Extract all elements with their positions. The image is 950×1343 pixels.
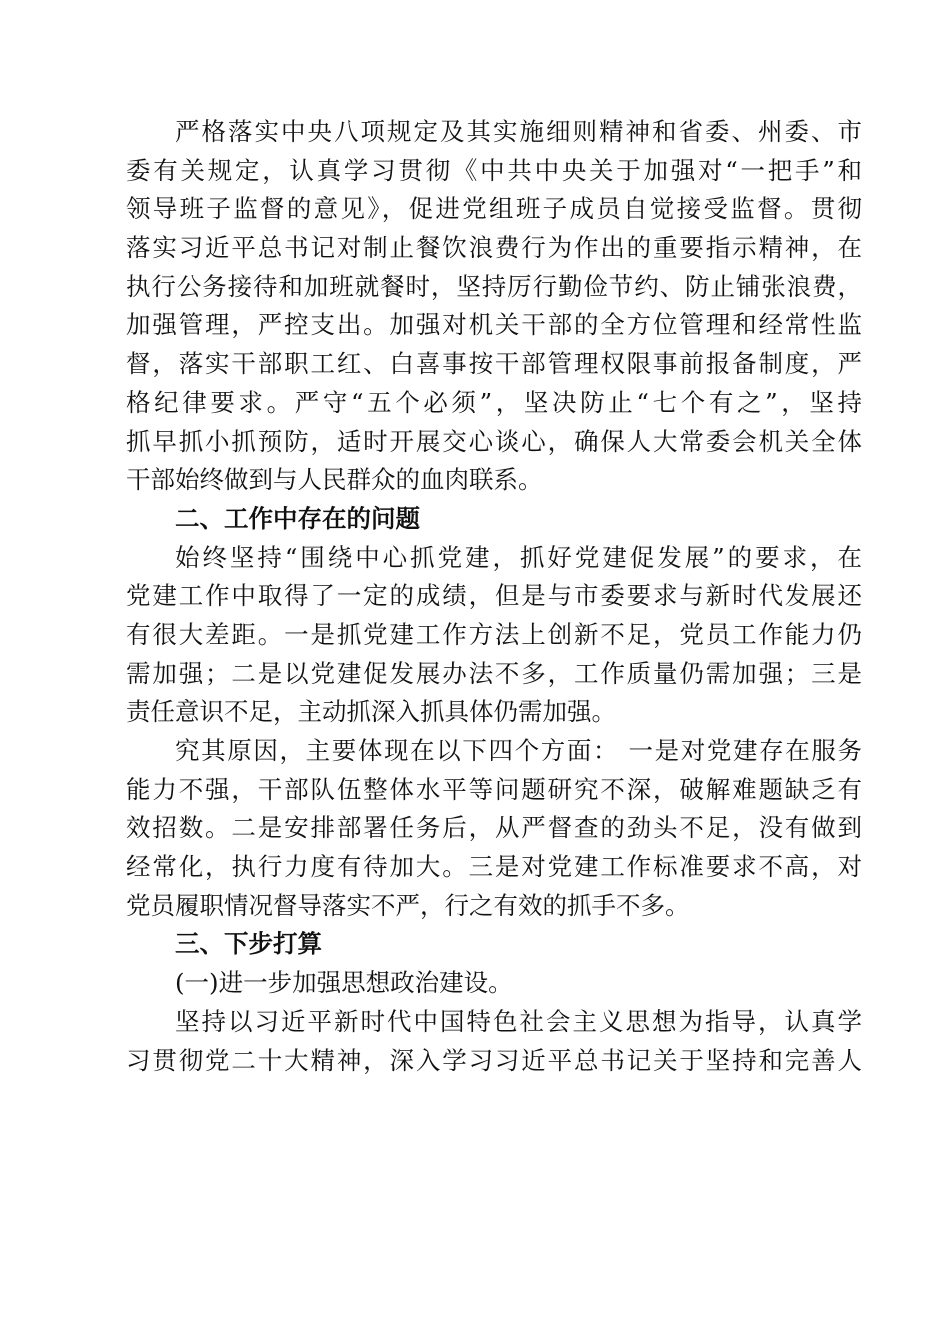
text-line: 领导班子监督的意见》，促进党组班子成员自觉接受监督。贯彻 — [126, 194, 862, 224]
text-line: 加强管理，严控支出。加强对机关干部的全方位管理和经常性监 — [126, 310, 862, 340]
text-line: 能力不强，干部队伍整体水平等问题研究不深，破解难题缺乏有 — [126, 774, 862, 804]
section-heading-next-steps: 三、下步打算 — [175, 929, 322, 959]
paragraph-discipline — [126, 113, 862, 500]
text-line: 效招数。二是安排部署任务后，从严督查的劲头不足，没有做到 — [126, 813, 862, 843]
text-line: 究其原因，主要体现在以下四个方面： 一是对党建存在服务 — [175, 736, 862, 765]
paragraph-problems — [126, 539, 862, 732]
text-line: 督，落实干部职工红、白喜事按干部管理权限事前报备制度，严 — [126, 349, 862, 379]
paragraph-guidance — [126, 1003, 862, 1080]
text-line: 委有关规定，认真学习贯彻《中共中央关于加强对“一把手”和 — [126, 155, 862, 185]
text-line: 严格落实中央八项规定及其实施细则精神和省委、州委、市 — [175, 117, 862, 146]
text-line: 习贯彻党二十大精神，深入学习习近平总书记关于坚持和完善人 — [126, 1045, 862, 1075]
subheading-political-building: (一)进一步加强思想政治建设。 — [175, 968, 513, 998]
document-body — [126, 113, 862, 1080]
paragraph-causes — [126, 732, 862, 925]
text-line: 执行公务接待和加班就餐时，坚持厉行勤俭节约、防止铺张浪费， — [126, 271, 862, 301]
text-line: 始终坚持“围绕中心抓党建，抓好党建促发展”的要求，在 — [175, 542, 862, 572]
text-line: 落实习近平总书记对制止餐饮浪费行为作出的重要指示精神，在 — [126, 233, 862, 263]
text-line: 需加强；二是以党建促发展办法不多，工作质量仍需加强；三是 — [126, 658, 862, 688]
section-heading-problems: 二、工作中存在的问题 — [175, 503, 420, 533]
text-line: 抓早抓小抓预防，适时开展交心谈心，确保人大常委会机关全体 — [126, 426, 862, 456]
text-line: 干部始终做到与人民群众的血肉联系。 — [126, 465, 543, 495]
text-line: 责任意识不足，主动抓深入抓具体仍需加强。 — [126, 697, 616, 727]
text-line: 党员履职情况督导落实不严，行之有效的抓手不多。 — [126, 890, 690, 920]
text-line: 经常化，执行力度有待加大。三是对党建工作标准要求不高，对 — [126, 852, 862, 882]
text-line: 党建工作中取得了一定的成绩，但是与市委要求与新时代发展还 — [126, 581, 862, 611]
text-line: 有很大差距。一是抓党建工作方法上创新不足，党员工作能力仍 — [126, 619, 862, 649]
text-line: 坚持以习近平新时代中国特色社会主义思想为指导，认真学 — [175, 1006, 862, 1036]
text-line: 格纪律要求。严守“五个必须”，坚决防止“七个有之”，坚持 — [126, 387, 862, 417]
